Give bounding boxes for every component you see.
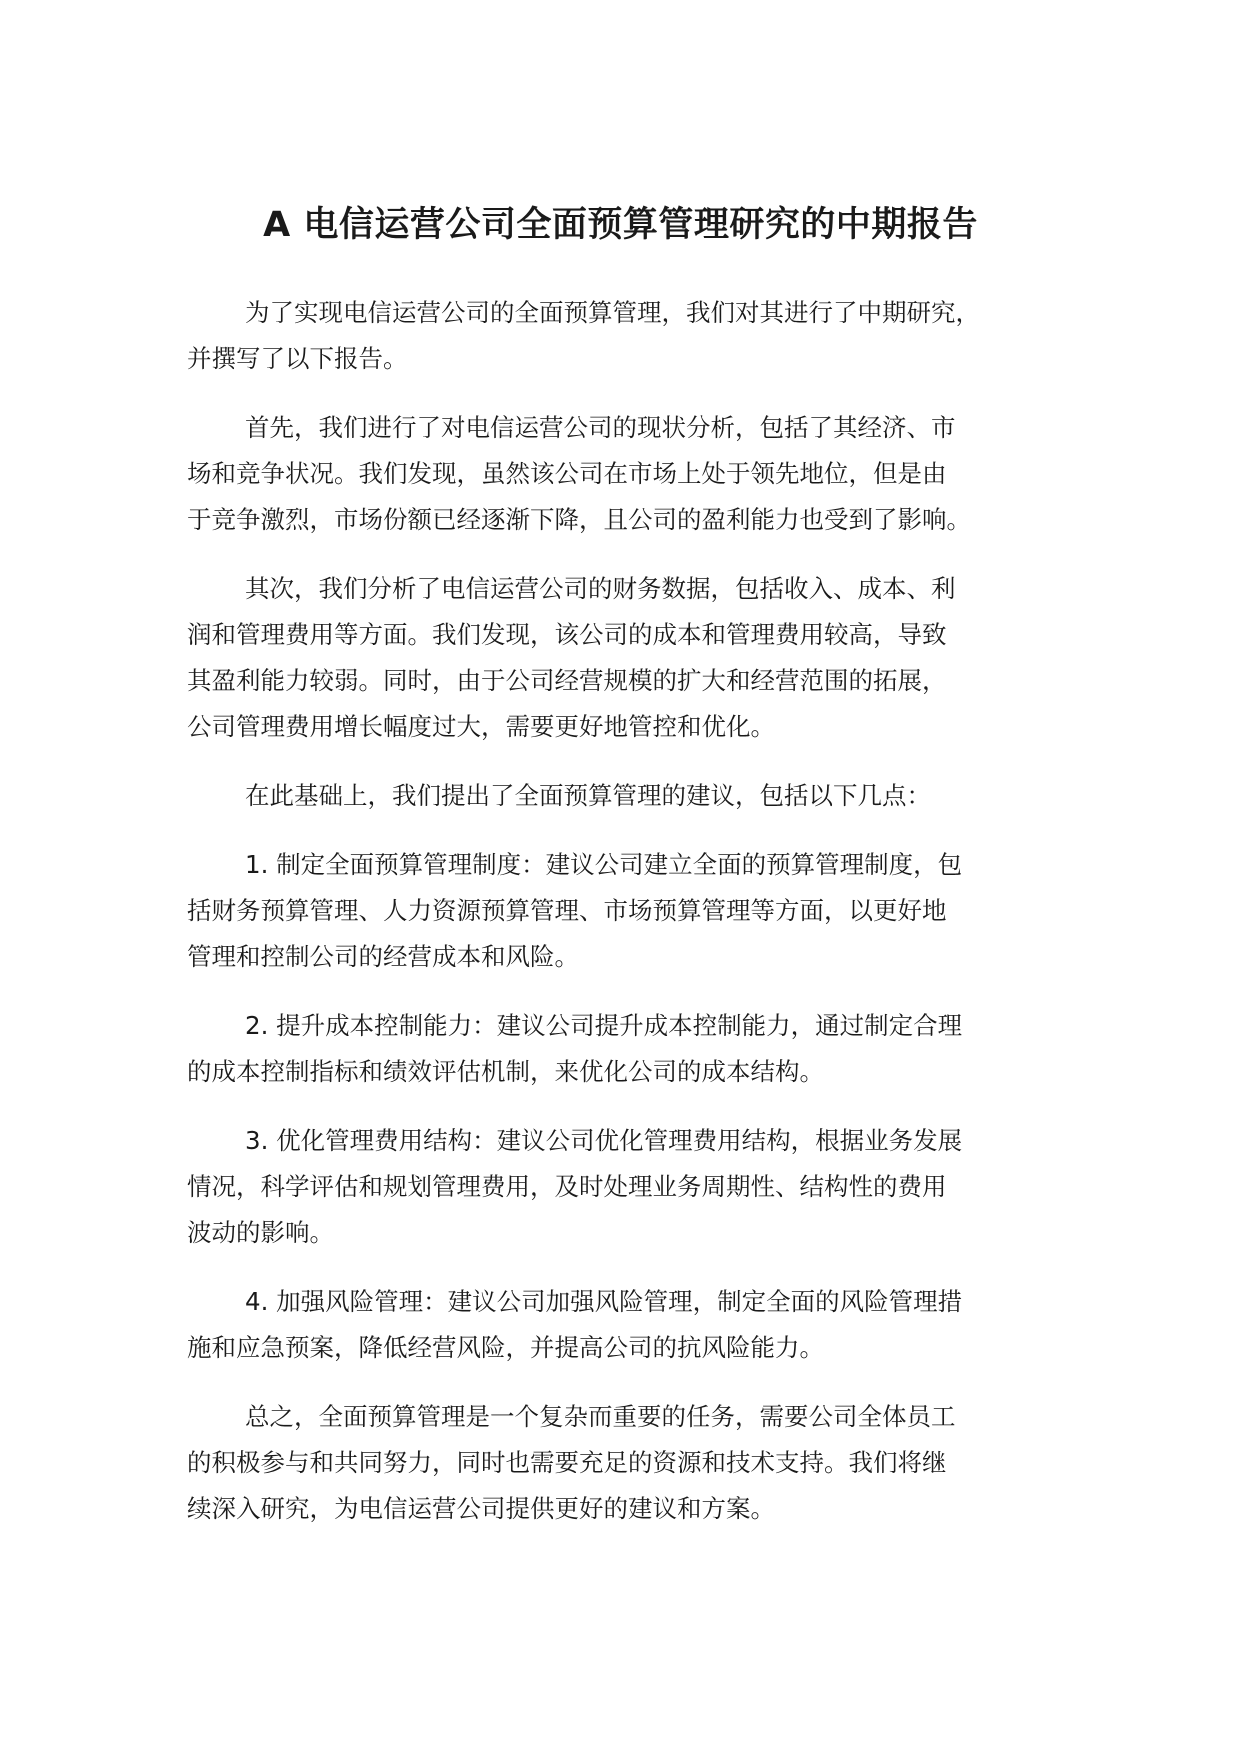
- paragraph-line: 2. 提升成本控制能力：建议公司提升成本控制能力，通过制定合理: [245, 1011, 963, 1040]
- paragraph-line: 管理和控制公司的经营成本和风险。: [187, 942, 579, 971]
- paragraph-conclusion: [187, 1394, 1052, 1532]
- paragraph-line: 总之，全面预算管理是一个复杂而重要的任务，需要公司全体员工: [245, 1402, 956, 1431]
- paragraph-line: 润和管理费用等方面。我们发现，该公司的成本和管理费用较高，导致: [187, 620, 947, 649]
- paragraph-line: 4. 加强风险管理：建议公司加强风险管理，制定全面的风险管理措: [245, 1287, 963, 1316]
- paragraph-line: 情况，科学评估和规划管理费用，及时处理业务周期性、结构性的费用: [187, 1172, 947, 1201]
- paragraph-line: 的成本控制指标和绩效评估机制，来优化公司的成本结构。: [187, 1057, 824, 1086]
- list-item-2: [187, 1003, 1052, 1095]
- document-title: A 电信运营公司全面预算管理研究的中期报告: [263, 205, 978, 246]
- paragraph-line: 波动的影响。: [187, 1218, 334, 1247]
- paragraph-line: 施和应急预案，降低经营风险，并提高公司的抗风险能力。: [187, 1333, 824, 1362]
- paragraph-line: 的积极参与和共同努力，同时也需要充足的资源和技术支持。我们将继: [187, 1448, 947, 1477]
- paragraph-line: 为了实现电信运营公司的全面预算管理，我们对其进行了中期研究，: [245, 298, 980, 327]
- paragraph-intro: [187, 290, 1052, 382]
- list-item-1: [187, 842, 1052, 980]
- paragraph-recommendations-intro: [187, 773, 1052, 819]
- document-body: [187, 290, 1052, 1555]
- paragraph-line: 其次，我们分析了电信运营公司的财务数据，包括收入、成本、利: [245, 574, 956, 603]
- paragraph-line: 公司管理费用增长幅度过大，需要更好地管控和优化。: [187, 712, 775, 741]
- paragraph-financial-analysis: [187, 566, 1052, 750]
- paragraph-line: 续深入研究，为电信运营公司提供更好的建议和方案。: [187, 1494, 775, 1523]
- paragraph-line: 于竞争激烈，市场份额已经逐渐下降，且公司的盈利能力也受到了影响。: [187, 505, 971, 534]
- list-item-4: [187, 1279, 1052, 1371]
- list-item-3: [187, 1118, 1052, 1256]
- paragraph-line: 其盈利能力较弱。同时，由于公司经营规模的扩大和经营范围的拓展，: [187, 666, 947, 695]
- paragraph-line: 3. 优化管理费用结构：建议公司优化管理费用结构，根据业务发展: [245, 1126, 963, 1155]
- paragraph-status-analysis: [187, 405, 1052, 543]
- paragraph-line: 首先，我们进行了对电信运营公司的现状分析，包括了其经济、市: [245, 413, 956, 442]
- paragraph-line: 场和竞争状况。我们发现，虽然该公司在市场上处于领先地位，但是由: [187, 459, 947, 488]
- paragraph-line: 1. 制定全面预算管理制度：建议公司建立全面的预算管理制度，包: [245, 850, 963, 879]
- paragraph-line: 并撰写了以下报告。: [187, 344, 408, 373]
- paragraph-line: 在此基础上，我们提出了全面预算管理的建议，包括以下几点：: [245, 781, 931, 810]
- paragraph-line: 括财务预算管理、人力资源预算管理、市场预算管理等方面，以更好地: [187, 896, 947, 925]
